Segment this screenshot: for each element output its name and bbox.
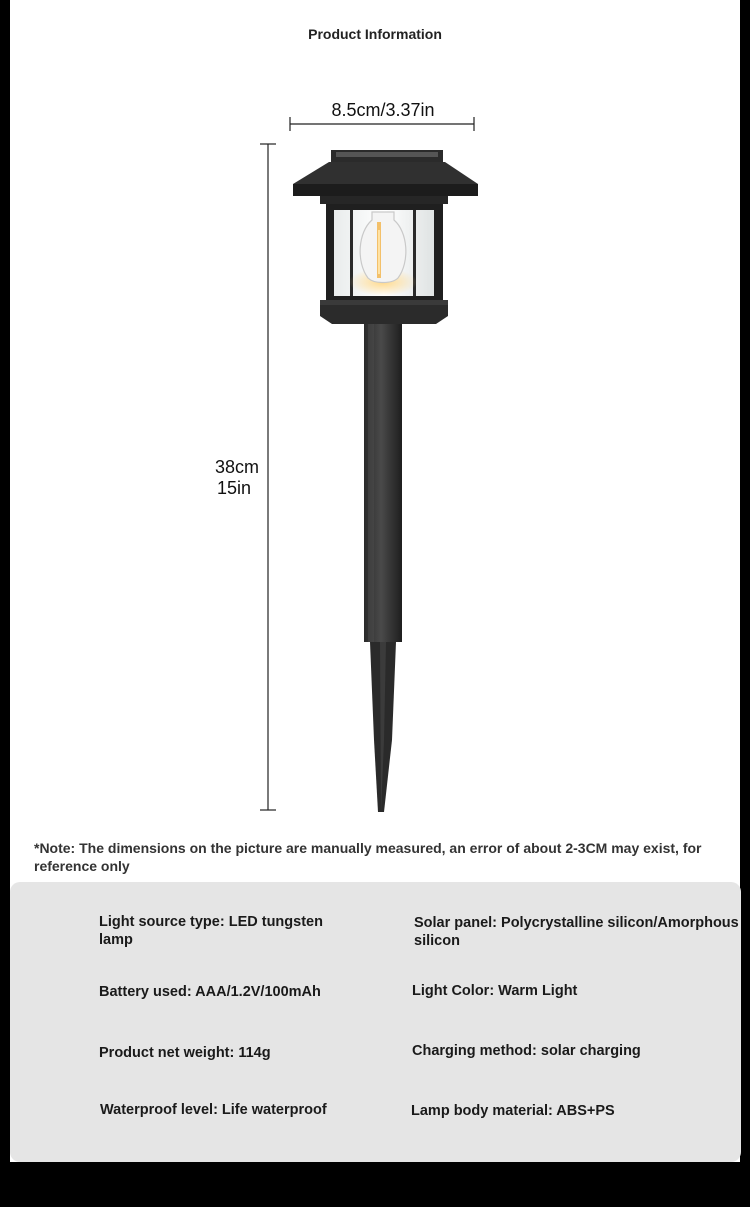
lamp-stake	[364, 324, 402, 812]
spec-battery: Battery used: AAA/1.2V/100mAh	[99, 984, 321, 1000]
width-dimension-label: 8.5cm/3.37in	[331, 100, 435, 120]
bottom-bar	[0, 1162, 750, 1207]
height-cm-label: 38cm	[215, 457, 260, 477]
page-title: Product Information	[308, 26, 442, 42]
spec-light-source: Light source type: LED tungsten lamp	[99, 914, 323, 948]
height-dimension-line	[260, 144, 276, 810]
spec-weight: Product net weight: 114g	[99, 1045, 271, 1061]
width-dimension-line	[290, 117, 474, 131]
spec-light-color: Light Color: Warm Light	[412, 983, 578, 999]
spec-solar-panel: Solar panel: Polycrystalline silicon/Amorphous silicon	[414, 915, 739, 949]
spec-waterproof: Waterproof level: Life waterproof	[100, 1102, 327, 1118]
height-in-label: 15in	[217, 478, 252, 498]
lamp-roof	[293, 150, 478, 204]
spec-material: Lamp body material: ABS+PS	[411, 1103, 615, 1119]
measurement-note: *Note: The dimensions on the picture are manually measured, an error of about 2-3CM may exist, for reference only	[34, 840, 702, 874]
lantern-base	[320, 300, 448, 324]
spec-charging: Charging method: solar charging	[412, 1043, 641, 1059]
